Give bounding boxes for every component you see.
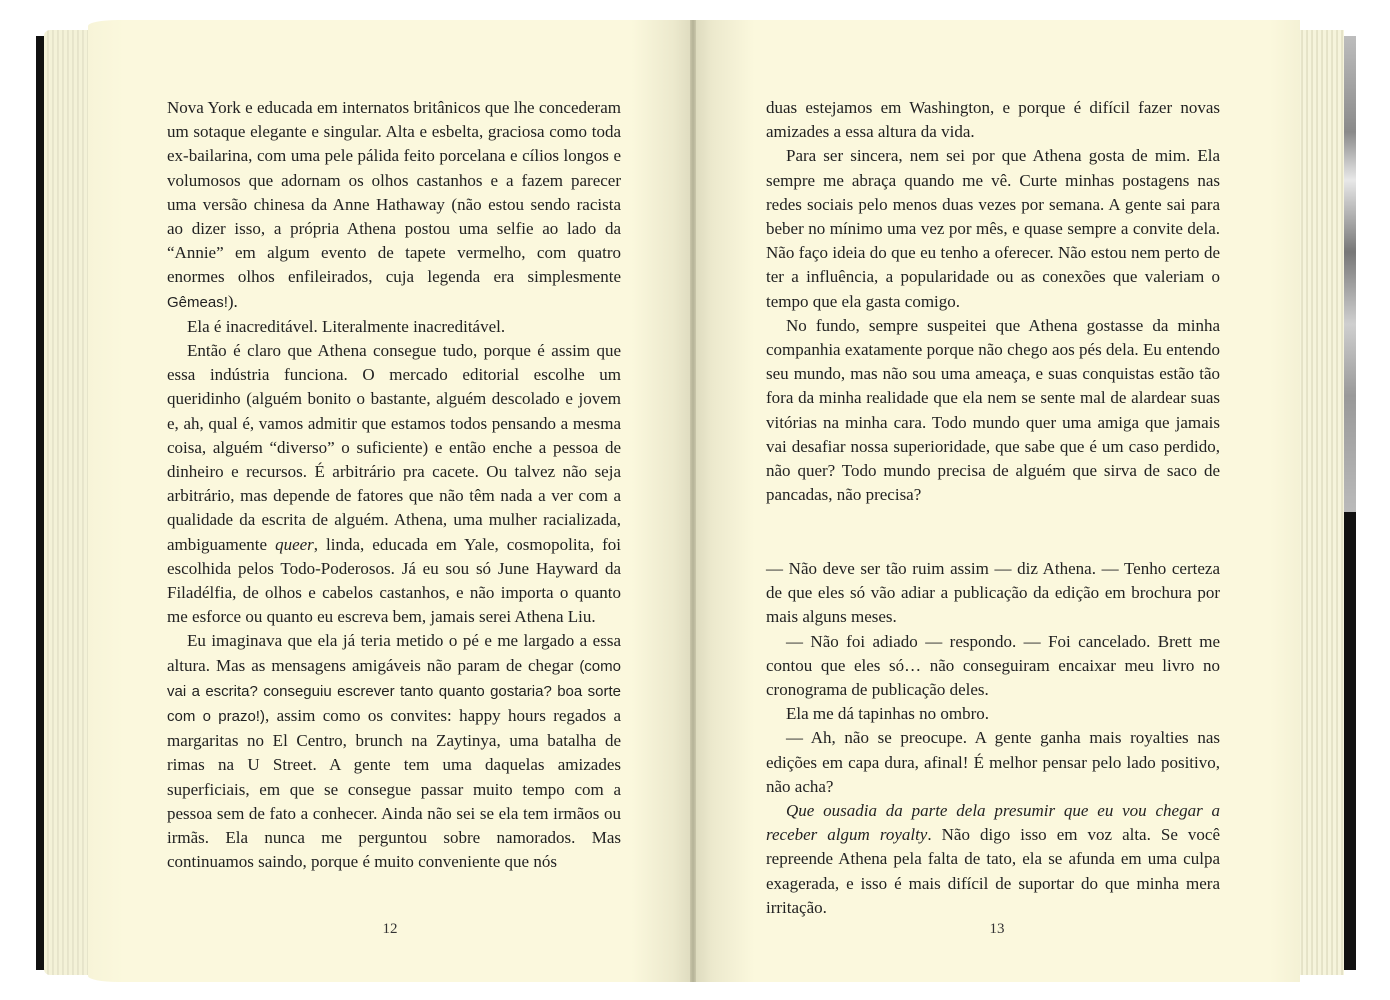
page-number: 13 — [989, 921, 1005, 937]
left-page-edges — [44, 30, 92, 975]
paragraph: Nova York e educada em internatos britânicos que lhe concederam um sotaque elegante e singular. Alta e esbelta, graciosa como toda ex-bailarina, com uma pele pálida feito porcelana e cílios longos e volumosos que adornam os olhos castanhos e a fazem parecer uma versão chinesa da Anne Hathaway (não estou sendo racista ao dizer isso, a própria Athena postou uma selfie ao lado da “Annie” em algum evento de tapete vermelho, com quatro enormes olhos enfileirados, cuja legenda era simplesmente Gêmeas!). — [167, 98, 621, 311]
paragraph: Eu imaginava que ela já teria metido o pé e me largado a essa altura. Mas as mensagens amigáveis não param de chegar (como vai a escrita? conseguiu escrever tanto quanto gostaria? boa sorte com o prazo!), assim como os convites: happy hours regados a margaritas no El Centro, brunch na Zaytinya, uma batalha de rimas na U Street. A gente tem uma daquelas amizades superficiais, em que se consegue passar muito tempo com a pessoa sem de fato a conhecer. Ainda não sei se ela tem irmãos ou irmãs. Ela nunca me perguntou sobre namorados. Mas continuamos saindo, porque é muito conveniente que nós — [167, 631, 621, 872]
right-page-edges — [1298, 30, 1344, 975]
paragraph: Ela me dá tapinhas no ombro. — [786, 704, 990, 724]
italic-text: Que ousadia da parte dela presumir que eu vou chegar a receber algum royalty — [766, 801, 1220, 845]
paragraph: No fundo, sempre suspeitei que Athena gostasse da minha companhia exatamente porque não chego aos pés dela. Eu entendo seu mundo, mas não sou uma ameaça, e suas conquistas estão tão fora da minha realidade que ela nem se sente mal de alardear suas vitórias na minha cara. Todo mundo quer uma amiga que jamais vai desafiar nossa superioridade, que sabe que é um caso perdido, não quer? Todo mundo precisa de alguém que sirva de saco de pancadas, não precisa? — [766, 315, 1220, 505]
paragraph: — Ah, não se preocupe. A gente ganha mais royalties nas edições em capa dura, afinal! É melhor pensar pelo lado positivo, não acha? — [766, 728, 1220, 796]
right-cover-edge — [1342, 512, 1356, 970]
paragraph: — Não foi adiado — respondo. — Foi cancelado. Brett me contou que eles só… não conseguiram encaixar meu livro no cronograma de publicação deles. — [766, 631, 1220, 700]
italic-text: queer — [275, 534, 314, 554]
right-page-text — [766, 96, 1220, 507]
paragraph: duas estejamos em Washington, e porque é difícil fazer novas amizades a essa altura da vida. — [766, 98, 1220, 142]
paragraph: Então é claro que Athena consegue tudo, porque é assim que essa indústria funciona. O mercado editorial escolhe um queridinho (alguém bonito o bastante, alguém descolado e jovem e, ah, qual é, vamos admitir que estamos todos pensando a mesma coisa, alguém “diverso” o suficiente) e então enche a pessoa de dinheiro e recursos. É arbitrário pra cacete. Ou talvez não seja arbitrário, mas depende de fatores que não têm nada a ver com a qualidade da escrita de alguém. Athena, uma mulher racializada, ambiguamente queer, linda, educada em Yale, cosmopolita, foi escolhida pelos Todo-Poderosos. Já eu sou só June Hayward da Filadélfia, de olhos e cabelos castanhos, e não importa o quanto me esforce ou quanto eu escreva bem, jamais serei Athena Liu. — [167, 341, 621, 627]
paragraph: Ela é inacreditável. Literalmente inacreditável. — [187, 316, 506, 336]
paragraph: Para ser sincera, nem sei por que Athena gosta de mim. Ela sempre me abraça quando me vê. Curte minhas postagens nas redes sociais pelo menos duas vezes por semana. A gente sai para beber no mínimo uma vez por mês, e quase sempre a convite dela. Não faço ideia do que eu tenho a oferecer. Não estou nem perto de ter a influência, a popularidade ou as conexões que valeriam o tempo que ela gasta comigo. — [766, 146, 1220, 311]
right-background-strip — [1342, 36, 1356, 516]
book-gutter — [690, 20, 696, 982]
paragraph: — Não deve ser tão ruim assim — diz Athena. — Tenho certeza de que eles só vão adiar a publicação da edição em brochura por mais alguns meses. — [766, 559, 1220, 627]
sans-inline-text: Gêmeas! — [167, 293, 228, 311]
sans-inline-text: (como vai a escrita? conseguiu escrever tanto quanto gostaria? boa sorte com o prazo!) — [167, 657, 621, 726]
page-number: 12 — [382, 921, 398, 937]
right-page-dialogue — [766, 557, 1220, 920]
paragraph: Que ousadia da parte dela presumir que eu vou chegar a receber algum royalty. Não digo isso em voz alta. Se você repreende Athena pela falta de tato, ela se afunda em uma culpa exagerada, e isso é mais difícil de suportar do que minha mera irritação. — [766, 801, 1220, 917]
left-page-text — [167, 96, 621, 875]
